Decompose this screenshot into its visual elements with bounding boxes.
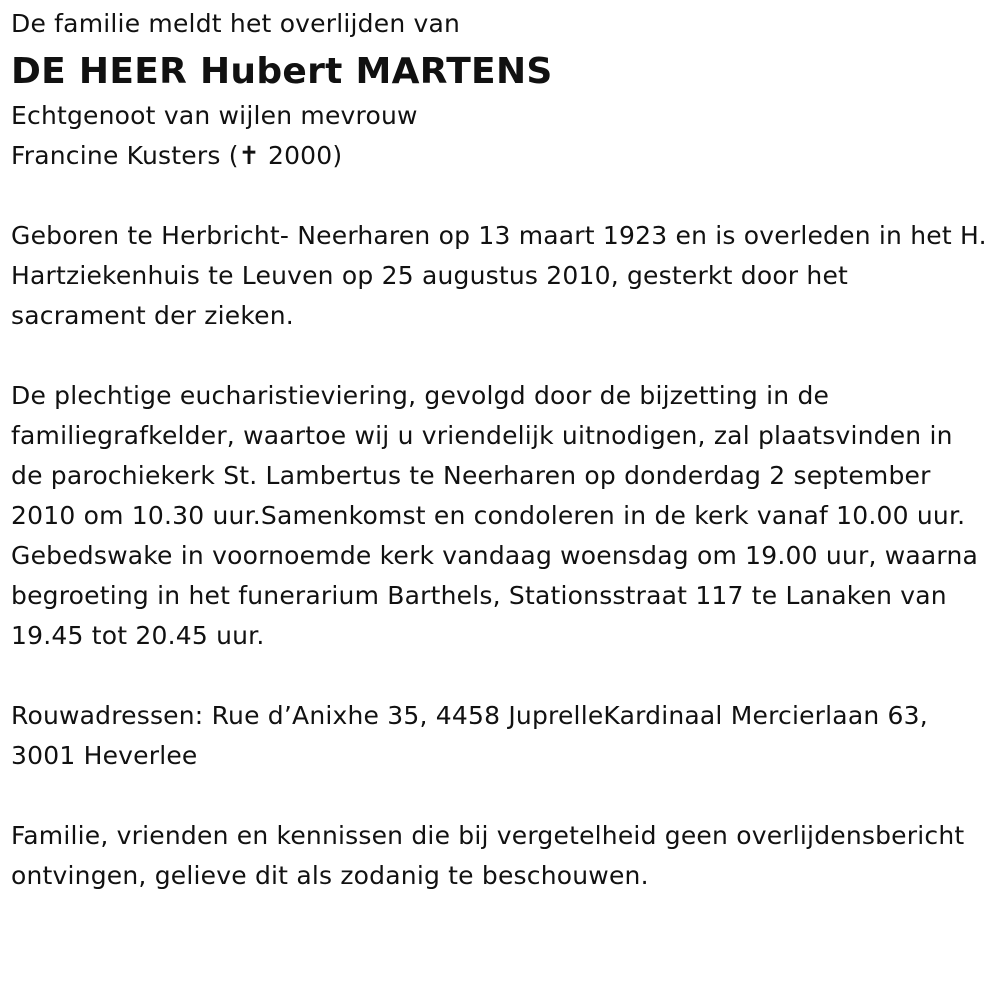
spacer [11, 776, 991, 816]
death-notice [11, 4, 991, 896]
addresses-paragraph: Rouwadressen: Rue d’Anixhe 35, 4458 JuprelleKardinaal Mercierlaan 63, 3001 Heverlee [11, 701, 928, 770]
birth-death-paragraph: Geboren te Herbricht- Neerharen op 13 maart 1923 en is overleden in het H. Hartziekenhuis te Leuven op 25 augustus 2010, gesterkt door het sacrament der zieken. [11, 221, 987, 330]
spacer [11, 656, 991, 696]
closing-paragraph: Familie, vrienden en kennissen die bij vergetelheid geen overlijdensbericht ontvingen, gelieve dit als zodanig te beschouwen. [11, 821, 965, 890]
spacer [11, 176, 991, 216]
deceased-name: DE HEER Hubert MARTENS [11, 51, 553, 92]
spacer [11, 336, 991, 376]
spouse-line-2: Francine Kusters (✝ 2000) [11, 141, 343, 170]
vigil-paragraph: Gebedswake in voornoemde kerk vandaag woensdag om 19.00 uur, waarna begroeting in het funerarium Barthels, Stationsstraat 117 te Lanaken van 19.45 tot 20.45 uur. [11, 541, 979, 650]
intro-text: De familie meldt het overlijden van [11, 9, 461, 38]
spouse-line-1: Echtgenoot van wijlen mevrouw [11, 101, 418, 130]
funeral-paragraph: De plechtige eucharistieviering, gevolgd door de bijzetting in de familiegrafkelder, waartoe wij u vriendelijk uitnodigen, zal plaatsvinden in de parochiekerk St. Lambertus te Neerharen op donderdag 2 september 2010 om 10.30 uur.Samenkomst en condoleren in de kerk vanaf 10.00 uur. [11, 381, 966, 530]
